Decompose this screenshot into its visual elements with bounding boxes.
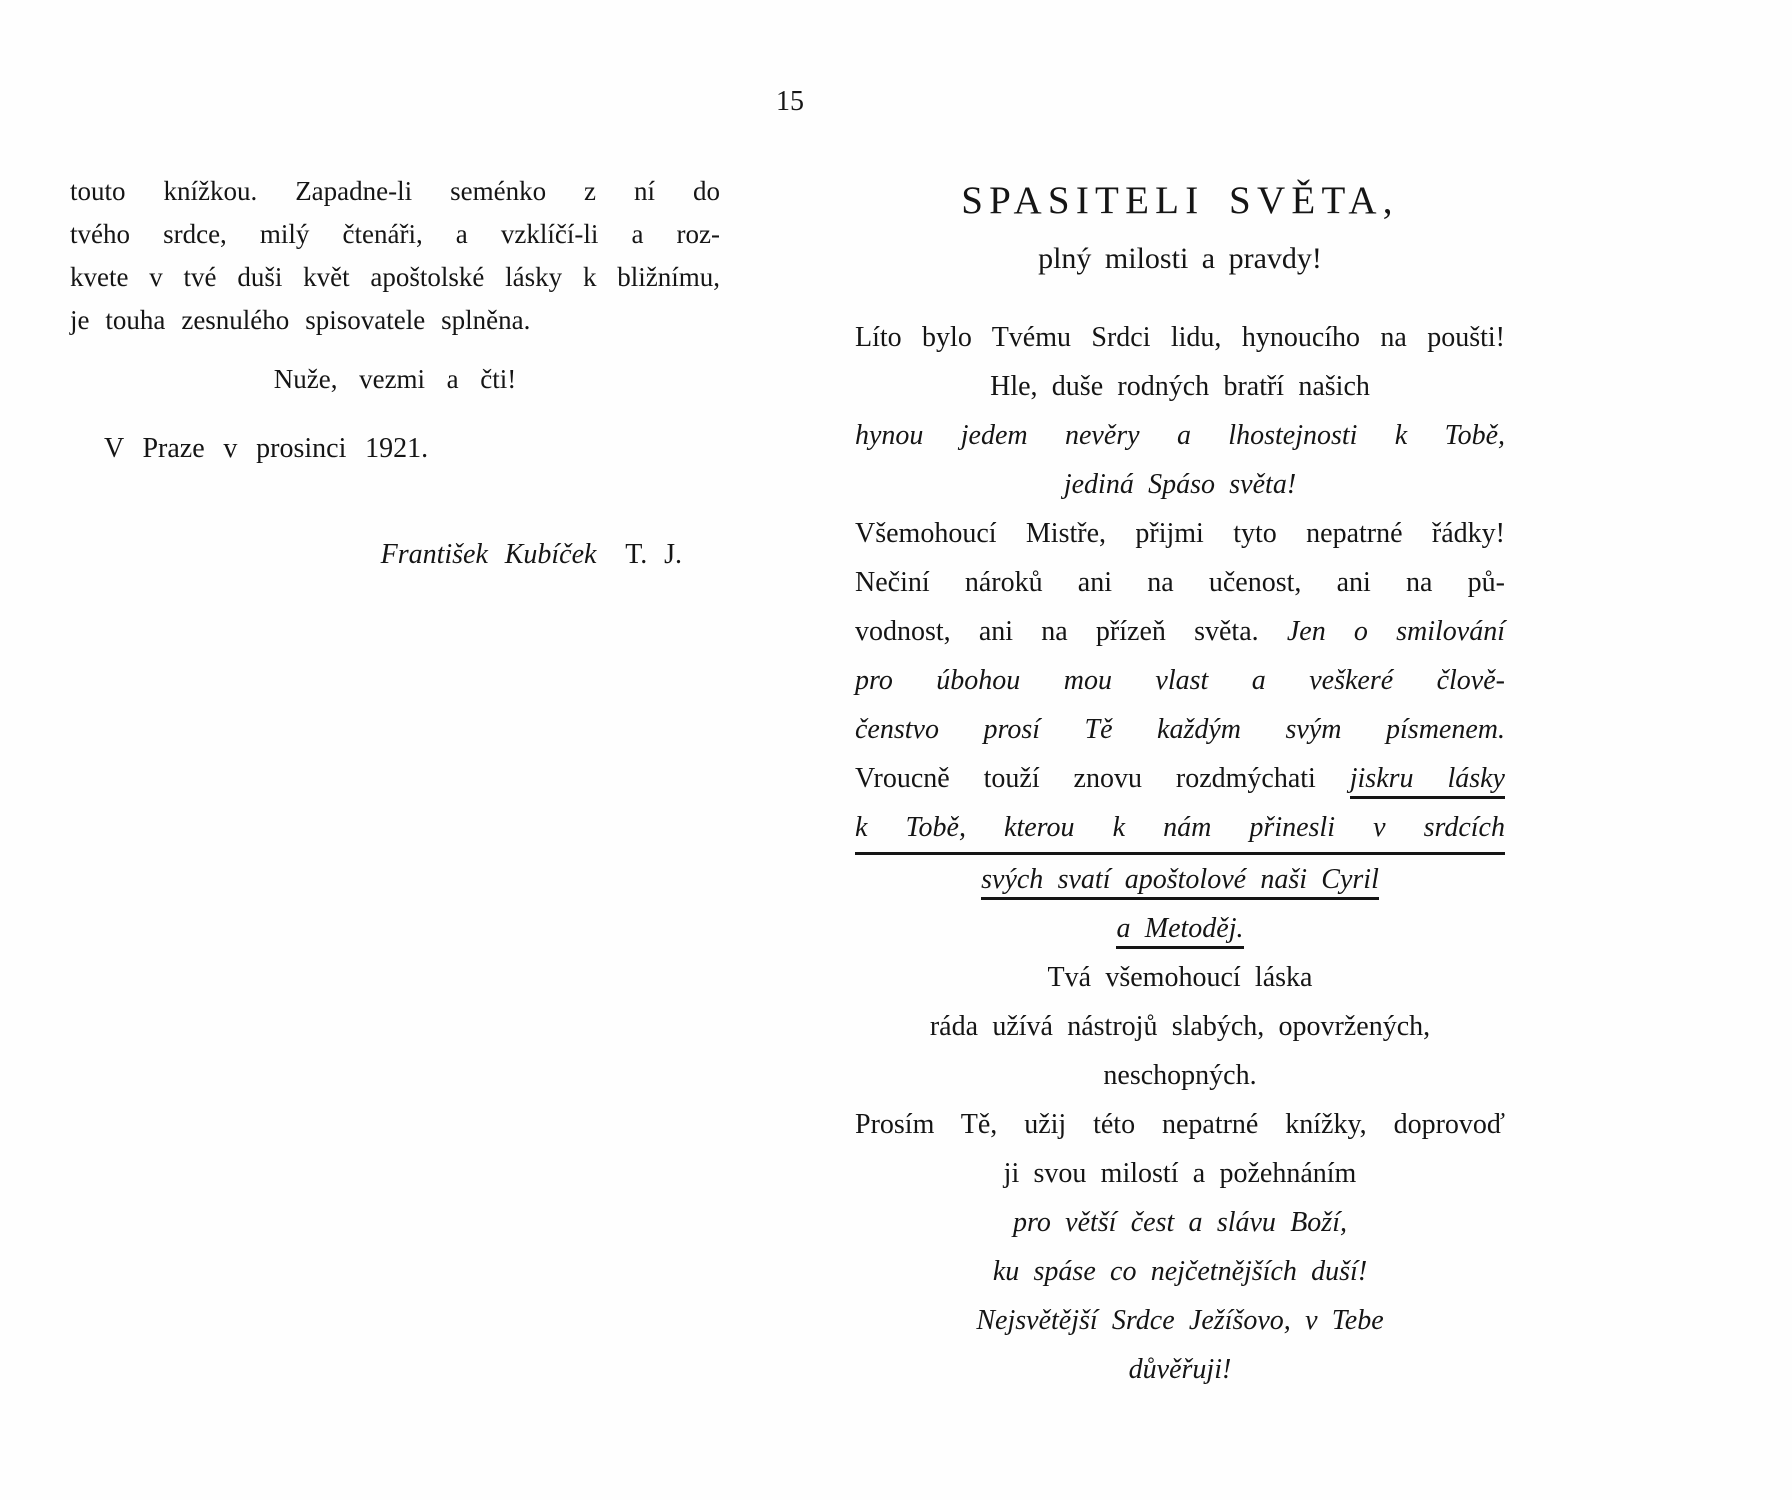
prayer-line <box>855 904 1505 953</box>
prayer-line: hynou jedem nevěry a lhostejnosti k Tobě, <box>855 420 1505 451</box>
signature-name: František Kubíček <box>380 539 597 570</box>
prayer-line: Prosím Tě, užij této nepatrné knížky, doprovoď <box>855 1109 1505 1140</box>
left-page <box>70 170 720 576</box>
prayer-line: Nejsvětější Srdce Ježíšovo, v Tebe <box>976 1305 1384 1336</box>
prayer-line: Líto bylo Tvému Srdci lidu, hynoucího na poušti! <box>855 322 1505 353</box>
prayer-line: Nečiní nároků ani na učenost, ani na pů- <box>855 567 1505 598</box>
invitation-line: Nuže, vezmi a čti! <box>273 364 517 394</box>
prayer-line <box>855 855 1505 904</box>
prayer-line: pro úbohou mou vlast a veškeré člově- <box>855 665 1505 696</box>
prayer-line: ji svou milostí a požehnáním <box>1003 1158 1357 1189</box>
prayer-line: pro větší čest a slávu Boží, <box>1013 1207 1347 1238</box>
section-title: SPASITELI SVĚTA, <box>961 179 1399 222</box>
line-segment-roman: vodnost, ani na přízeň světa. <box>855 616 1259 647</box>
prayer-line: Hle, duše rodných bratří našich <box>990 371 1370 402</box>
line-segment-italic: Jen o smilování <box>1286 616 1505 647</box>
prayer-line: jediná Spáso světa! <box>1063 469 1297 500</box>
paragraph-line: touto knížkou. Zapadne-li seménko z ní do <box>70 176 720 206</box>
signature-line <box>70 533 720 576</box>
prayer-body <box>855 313 1505 1394</box>
prayer-line <box>855 754 1505 803</box>
prayer-line: Všemohoucí Mistře, přijmi tyto nepatrné řádky! <box>855 518 1505 549</box>
section-subtitle: plný milosti a pravdy! <box>1038 242 1322 275</box>
prayer-line-underlined: k Tobě, kterou k nám přinesli v srdcích <box>855 803 1505 855</box>
line-segment-roman: Vroucně touží znovu rozdmýchati <box>855 763 1316 794</box>
line-segment-italic-underlined: a Metoděj. <box>1116 913 1243 949</box>
dateline: V Praze v prosinci 1921. <box>104 433 429 464</box>
right-page <box>855 178 1505 1394</box>
prayer-line: ráda užívá nástrojů slabých, opovržených, <box>929 1011 1431 1042</box>
prayer-line: důvěřuji! <box>1128 1354 1232 1385</box>
paragraph-line: je touha zesnulého spisovatele splněna. <box>70 305 531 335</box>
line-segment-italic-underlined: jiskru lásky <box>1350 763 1505 799</box>
signature-suffix: T. J. <box>625 539 682 570</box>
prayer-line: ku spáse co nejčetnějších duší! <box>992 1256 1368 1287</box>
prayer-line <box>855 607 1505 656</box>
line-segment-italic-underlined: svých svatí apoštolové naši Cyril <box>981 864 1379 900</box>
prayer-line: Tvá všemohoucí láska <box>1047 962 1313 993</box>
prayer-line: neschopných. <box>1103 1060 1257 1091</box>
prayer-line: čenstvo prosí Tě každým svým písmenem. <box>855 714 1505 745</box>
paragraph-line: kvete v tvé duši květ apoštolské lásky k bližnímu, <box>70 262 720 292</box>
paragraph-line: tvého srdce, milý čtenáři, a vzklíčí-li a roz- <box>70 219 720 249</box>
page-number: 15 <box>776 86 804 117</box>
